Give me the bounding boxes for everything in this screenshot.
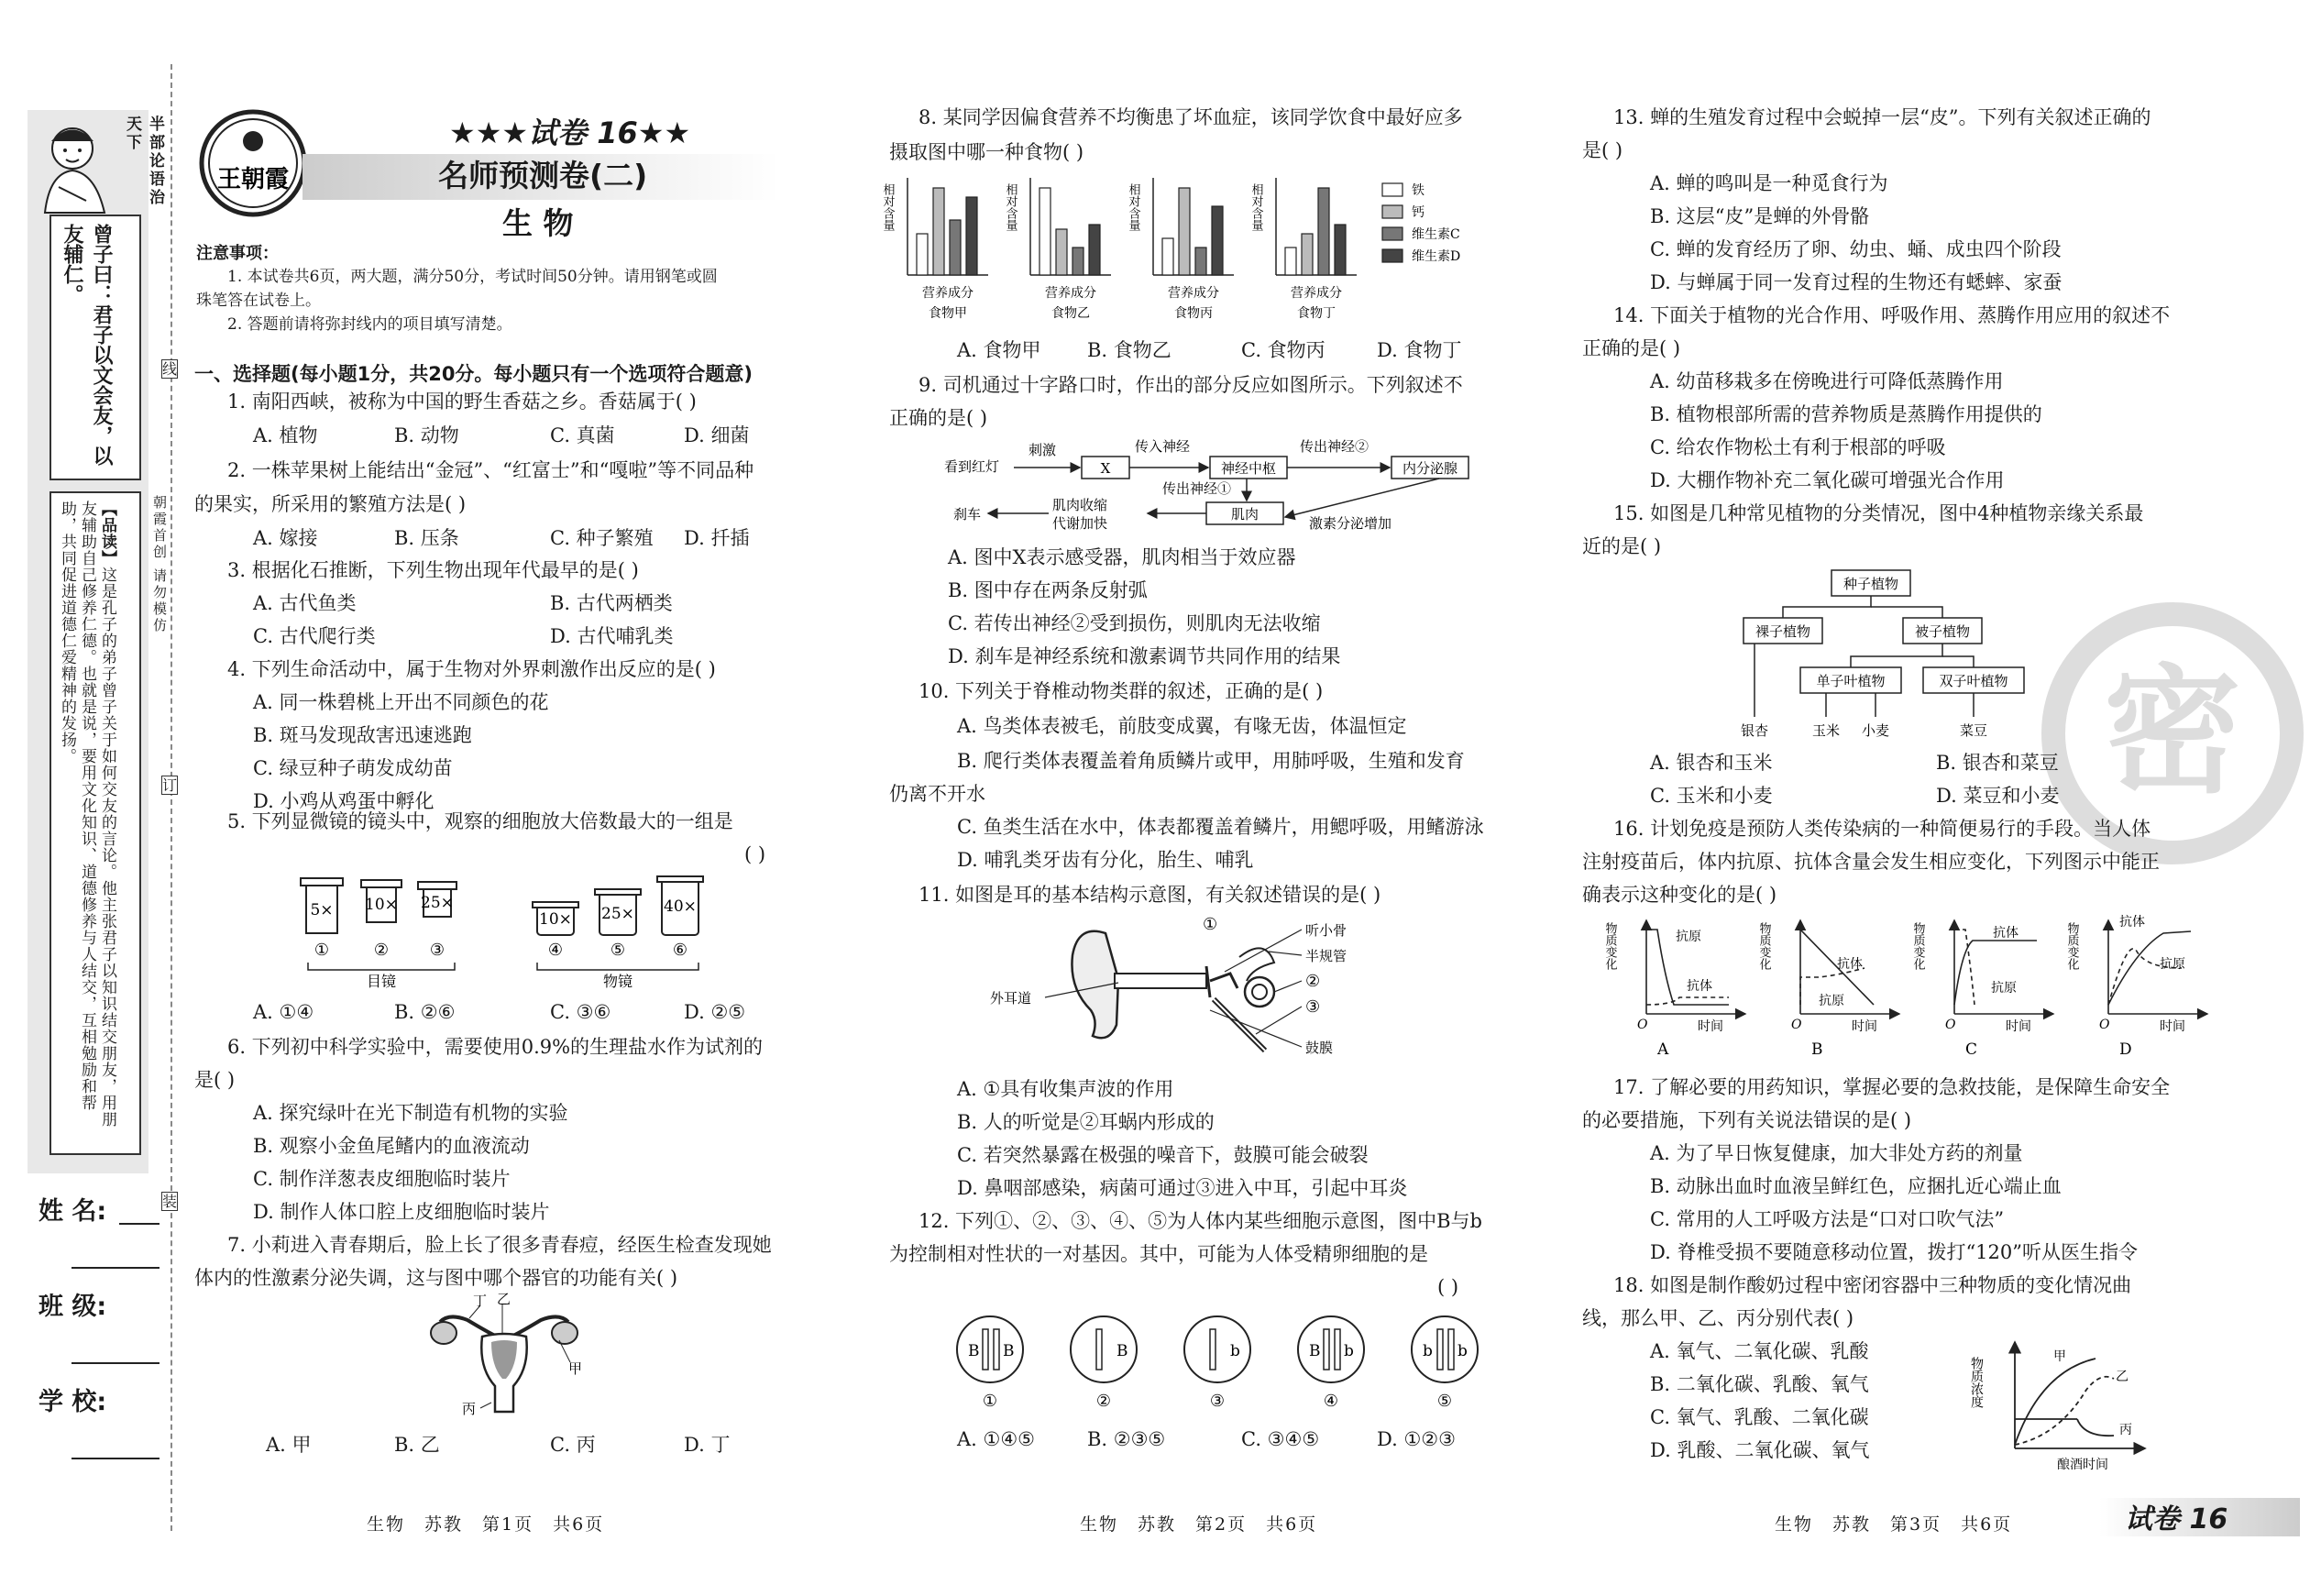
q4-opt-a[interactable]: A. 同一株碧桃上开出不同颜色的花	[253, 691, 549, 713]
uterus-label-yi: 乙	[497, 1291, 512, 1307]
q11-opt-b[interactable]: B. 人的听觉是②耳蜗内形成的	[957, 1111, 1215, 1133]
q16-line1: 16. 计划免疫是预防人类传染病的一种简便易行的手段。当人体	[1613, 818, 2151, 840]
q4-opt-d[interactable]: D. 小鸡从鸡蛋中孵化	[253, 790, 434, 812]
q4-opt-b[interactable]: B. 斑马发现敌害迅速逃跑	[253, 724, 472, 746]
bar-1-3	[950, 220, 961, 275]
plant-tree-diagram	[1723, 567, 2053, 741]
lens-num-5: ⑤	[610, 941, 626, 960]
q12-opt-b[interactable]: B. ②③⑤	[1087, 1428, 1166, 1450]
ferment-yi: 乙	[2116, 1370, 2128, 1384]
q4: 4. 下列生命活动中，属于生物对外界刺激作出反应的是( )	[227, 658, 716, 680]
flow-x: X	[1100, 460, 1111, 477]
legend-swatch-4	[1382, 249, 1402, 262]
cell-5-chrom-b	[1448, 1329, 1454, 1370]
ab-dash-1	[1646, 997, 1729, 1005]
ab-solid-label-4: 抗体	[2119, 915, 2145, 930]
flow-hormone: 激素分泌增加	[1309, 515, 1392, 532]
cell-4-chrom-a	[1324, 1329, 1329, 1370]
q6-opt-d[interactable]: D. 制作人体口腔上皮细胞临时装片	[253, 1201, 550, 1223]
uterus-diagram	[422, 1291, 587, 1423]
bar-xlabel-3: 营养成分	[1168, 286, 1219, 301]
header-subject: 生 物	[502, 205, 574, 241]
q8-line1: 8. 某同学因偏食营养不均衡患了坏血症，该同学饮食中最好应多	[918, 106, 1463, 128]
q17-opt-c[interactable]: C. 常用的人工呼吸方法是“口对口吹气法”	[1650, 1208, 2005, 1230]
q15-opt-a[interactable]: A. 银杏和玉米	[1650, 752, 1773, 774]
flow-muscle: 肌肉	[1230, 506, 1260, 523]
school-label: 学 校:	[38, 1388, 107, 1416]
sidebar-portrait	[31, 114, 117, 215]
food-bar-charts	[880, 174, 1522, 330]
legend-swatch-1	[1382, 183, 1402, 196]
lens-num-1: ①	[314, 941, 330, 960]
ferment-jia: 甲	[2053, 1349, 2066, 1364]
cut-line	[170, 64, 172, 1531]
notes-1b: 珠笔答在试卷上。	[196, 292, 321, 310]
q2-line1: 2. 一株苹果树上能结出“金冠”、“红富士”和“嘎啦”等不同品种	[227, 459, 754, 481]
tree-gymnosperm: 裸子植物	[1754, 623, 1811, 640]
bar-3-4	[1212, 206, 1223, 275]
lens-obj-2: 25×	[601, 905, 634, 923]
bar-ylabel-3: 相对含量	[1126, 183, 1140, 231]
bar-3-2	[1179, 188, 1190, 275]
notes-1a: 1. 本试卷共6页，两大题，满分50分，考试时间50分钟。请用钢笔或圆	[227, 268, 718, 286]
q15-opt-c[interactable]: C. 玉米和小麦	[1650, 785, 1773, 807]
q14-opt-b[interactable]: B. 植物根部所需的营养物质是蒸腾作用提供的	[1650, 403, 2042, 425]
legend-label-4: 维生素D	[1412, 249, 1461, 264]
bar-4-1	[1285, 248, 1296, 275]
ear-diagram	[990, 915, 1393, 1062]
cell-5-gene-right: b	[1458, 1342, 1468, 1360]
q12-line1: 12. 下列①、②、③、④、⑤为人体内某些细胞示意图，图中B与b	[918, 1210, 1482, 1232]
tree-corn: 玉米	[1811, 722, 1841, 739]
q18-opt-b[interactable]: B. 二氧化碳、乳酸、氧气	[1650, 1373, 1869, 1395]
footer-page-3: 生物 苏教 第3页 共6页	[1775, 1514, 2013, 1535]
ab-graph-A	[1603, 920, 1746, 1059]
bar-2-4	[1089, 225, 1100, 275]
ear-label-ossicles: 听小骨	[1305, 922, 1348, 939]
bar-ylabel-2: 相对含量	[1003, 183, 1018, 231]
q8-opt-c[interactable]: C. 食物丙	[1241, 339, 1326, 361]
cell-3-gene-right: b	[1230, 1342, 1240, 1360]
legend-swatch-2	[1382, 205, 1402, 218]
quote-text: 曾子曰：君子以文会友，以友辅仁。	[60, 224, 113, 466]
q7-opt-b[interactable]: B. 乙	[394, 1434, 440, 1456]
q6-opt-a[interactable]: A. 探究绿叶在光下制造有机物的实验	[253, 1102, 568, 1124]
q12-opt-c[interactable]: C. ③④⑤	[1241, 1428, 1320, 1450]
q1-opt-b[interactable]: B. 动物	[394, 424, 459, 446]
q2-opt-a[interactable]: A. 嫁接	[253, 527, 318, 549]
cell-num-5: ⑤	[1436, 1392, 1453, 1411]
q1-opt-a[interactable]: A. 植物	[253, 424, 318, 446]
bar-4-3	[1318, 188, 1329, 275]
notes-title: 注意事项：	[196, 244, 279, 263]
ear-label-1: ①	[1203, 915, 1218, 934]
ab-ylabel-3: 物质变化	[1910, 922, 1925, 970]
q5-opt-b[interactable]: B. ②⑥	[394, 1001, 456, 1023]
q9-opt-b[interactable]: B. 图中存在两条反射弧	[948, 579, 1148, 601]
lens-obj-label: 物镜	[602, 973, 633, 990]
q11-opt-a[interactable]: A. ①具有收集声波的作用	[957, 1078, 1174, 1100]
bar-xlabel-2: 营养成分	[1045, 286, 1096, 301]
ferment-ylabel: 物质浓度	[1969, 1357, 1984, 1408]
q13-opt-d[interactable]: D. 与蝉属于同一发育过程的生物还有蟋蟀、家蚕	[1650, 271, 2062, 293]
cell-1-gene-left: B	[968, 1342, 980, 1360]
tree-dicot: 双子叶植物	[1939, 673, 2008, 689]
bar-3-1	[1162, 238, 1173, 275]
q3-opt-d[interactable]: D. 古代哺乳类	[550, 625, 674, 647]
ab-graph-C	[1911, 920, 2054, 1059]
header-series-text: 试卷 16	[528, 116, 638, 150]
bar-1-2	[933, 188, 944, 275]
cell-5-gene-left: b	[1423, 1342, 1433, 1360]
lens-num-2: ②	[373, 941, 390, 960]
q8-opt-d[interactable]: D. 食物丁	[1377, 339, 1462, 361]
q2-opt-b[interactable]: B. 压条	[394, 527, 459, 549]
reflex-flow-diagram	[944, 433, 1512, 534]
cell-1-gene-right: B	[1003, 1342, 1015, 1360]
legend-label-2: 钙	[1412, 205, 1424, 220]
q9-opt-a[interactable]: A. 图中X表示感受器，肌肉相当于效应器	[948, 546, 1296, 568]
cell-5	[1412, 1316, 1478, 1382]
q18-opt-c[interactable]: C. 氧气、乳酸、二氧化碳	[1650, 1406, 1869, 1428]
cell-diagrams	[953, 1305, 1503, 1415]
q3-opt-c[interactable]: C. 古代爬行类	[253, 625, 376, 647]
q10-opt-c[interactable]: C. 鱼类生活在水中，体表都覆盖着鳞片，用鳃呼吸，用鳍游泳	[957, 816, 1484, 838]
q18-line2: 线，那么甲、乙、丙分别代表( )	[1582, 1307, 1854, 1329]
q10-opt-a[interactable]: A. 鸟类体表被毛，前肢变成翼，有喙无齿，体温恒定	[957, 715, 1407, 737]
q9-opt-c[interactable]: C. 若传出神经②受到损伤，则肌肉无法收缩	[948, 612, 1321, 634]
ab-xlabel-1: 时间	[1698, 1019, 1723, 1034]
ferment-bing: 丙	[2119, 1423, 2132, 1437]
cell-num-4: ④	[1323, 1392, 1339, 1411]
badge-text: 试卷 16	[2125, 1503, 2228, 1535]
ab-solid-label-2: 抗体	[1837, 957, 1863, 972]
q8-line2: 摄取图中哪一种食物( )	[889, 141, 1084, 163]
ab-letter-4: D	[2119, 1040, 2132, 1059]
q10-opt-b[interactable]: B. 爬行类体表覆盖着角质鳞片或甲，用肺呼吸，生殖和发育	[957, 750, 1465, 772]
lens-eye-1: 5×	[310, 901, 334, 919]
ab-dash-label-4: 抗原	[2160, 957, 2185, 972]
legend-swatch-3	[1382, 227, 1402, 240]
bar-ylabel-4: 相对含量	[1248, 183, 1263, 231]
ab-letter-2: B	[1811, 1040, 1823, 1059]
q16-line3: 确表示这种变化的是( )	[1582, 884, 1777, 906]
cell-4-gene-right: b	[1344, 1342, 1354, 1360]
pindu-title: 【品读】	[98, 501, 116, 567]
flow-brake: 刹车	[953, 506, 982, 523]
flow-endo: 内分泌腺	[1402, 460, 1458, 477]
q18-opt-d[interactable]: D. 乳酸、二氧化碳、氧气	[1650, 1439, 1870, 1461]
q8-opt-b[interactable]: B. 食物乙	[1087, 339, 1172, 361]
bar-food-1: 食物甲	[929, 306, 967, 321]
flow-center: 神经中枢	[1220, 460, 1277, 477]
q3-opt-b[interactable]: B. 古代两栖类	[550, 592, 673, 614]
ear-label-eardrum: 鼓膜	[1305, 1040, 1334, 1056]
header-title: 名师预测卷(二)	[438, 158, 648, 193]
copyright-text: 朝霞首创 请勿模仿	[150, 495, 170, 678]
q14-opt-a[interactable]: A. 幼苗移栽多在傍晚进行可降低蒸腾作用	[1650, 370, 2004, 392]
q15-line1: 15. 如图是几种常见植物的分类情况，图中4种植物亲缘关系最	[1613, 502, 2144, 524]
q3-opt-a[interactable]: A. 古代鱼类	[253, 592, 357, 614]
q13-line1: 13. 蝉的生殖发育过程中会蜕掉一层“皮”。下列有关叙述正确的	[1613, 106, 2151, 128]
q11-opt-d[interactable]: D. 鼻咽部感染，病菌可通过③进入中耳，引起中耳炎	[957, 1177, 1408, 1199]
q17-opt-a[interactable]: A. 为了早日恢复健康，加大非处方药的剂量	[1650, 1142, 2023, 1164]
cell-1-chrom-a	[983, 1329, 988, 1370]
fermentation-graph	[1969, 1335, 2160, 1472]
q15-opt-b[interactable]: B. 银杏和菜豆	[1936, 752, 2059, 774]
name-label: 姓 名:	[38, 1197, 107, 1226]
cell-4	[1298, 1316, 1364, 1382]
cut-mark-seal: 订	[162, 776, 178, 794]
section-1-title: 一、选择题(每小题1分，共20分。每小题只有一个选项符合题意)	[194, 363, 754, 385]
footer-page-2: 生物 苏教 第2页 共6页	[1080, 1514, 1318, 1535]
flow-out1: 传出神经①	[1162, 480, 1232, 497]
sidebar-motto: 半部论语治天下	[123, 116, 164, 207]
ab-ylabel-4: 物质变化	[2064, 922, 2079, 970]
q6-opt-b[interactable]: B. 观察小金鱼尾鳍内的血液流动	[253, 1135, 530, 1157]
q17-line2: 的必要措施，下列有关说法错误的是( )	[1582, 1109, 1912, 1131]
legend-label-1: 铁	[1412, 183, 1424, 198]
q2-opt-d[interactable]: D. 扦插	[684, 527, 750, 549]
bar-ylabel-1: 相对含量	[880, 183, 895, 231]
ab-origin-2: O	[1791, 1018, 1802, 1032]
ab-letter-3: C	[1965, 1040, 1978, 1059]
q17-opt-b[interactable]: B. 动脉出血时血液呈鲜红色，应捆扎近心端止血	[1650, 1175, 2062, 1197]
lens-eye-2: 10×	[365, 896, 398, 914]
cell-4-chrom-b	[1335, 1329, 1340, 1370]
q13-opt-a[interactable]: A. 蝉的鸣叫是一种觅食行为	[1650, 172, 1888, 194]
ear-label-canals: 半规管	[1305, 948, 1348, 964]
cell-num-2: ②	[1095, 1392, 1112, 1411]
ab-xlabel-2: 时间	[1852, 1019, 1877, 1034]
q10-opt-d[interactable]: D. 哺乳类牙齿有分化，胎生、哺乳	[957, 849, 1254, 871]
ab-xlabel-3: 时间	[2006, 1019, 2031, 1034]
bar-xlabel-1: 营养成分	[922, 286, 974, 301]
cell-3-chrom-a	[1210, 1329, 1216, 1370]
bar-2-2	[1056, 229, 1067, 275]
cell-num-1: ①	[982, 1392, 998, 1411]
q10-opt-b-cont: 仍离不开水	[889, 783, 985, 805]
tree-wheat: 小麦	[1861, 722, 1890, 739]
name-line-2	[72, 1267, 160, 1269]
ab-dash-label-1: 抗体	[1687, 979, 1712, 994]
q1-opt-c[interactable]: C. 真菌	[550, 424, 615, 446]
q14-line1: 14. 下面关于植物的光合作用、呼吸作用、蒸腾作用应用的叙述不	[1613, 304, 2171, 326]
q5-paren: ( )	[744, 843, 766, 865]
q18-line1: 18. 如图是制作酸奶过程中密闭容器中三种物质的变化情况曲	[1613, 1274, 2132, 1296]
ab-origin-1: O	[1637, 1018, 1648, 1032]
bar-4-2	[1302, 234, 1313, 275]
uterus-label-bing: 丙	[462, 1401, 477, 1417]
cut-mark-line: 线	[162, 360, 178, 378]
lens-eye-label: 目镜	[366, 973, 397, 990]
cell-5-chrom-a	[1437, 1329, 1443, 1370]
q10: 10. 下列关于脊椎动物类群的叙述，正确的是( )	[918, 680, 1324, 702]
ab-origin-4: O	[2099, 1018, 2110, 1032]
ab-solid-label-1: 抗原	[1676, 930, 1701, 944]
pindu-text	[57, 501, 117, 1142]
flow-see: 看到红灯	[944, 458, 1000, 475]
q13-line2: 是( )	[1582, 139, 1623, 161]
q1-opt-d[interactable]: D. 细菌	[684, 424, 750, 446]
q18-opt-a[interactable]: A. 氧气、二氧化碳、乳酸	[1650, 1340, 1869, 1362]
cut-mark-bind: 装	[162, 1193, 178, 1210]
bar-1-1	[917, 234, 928, 275]
q11-opt-c[interactable]: C. 若突然暴露在极强的噪音下，鼓膜可能会破裂	[957, 1144, 1369, 1166]
q7-line1: 7. 小莉进入青春期后，脸上长了很多青春痘，经医生检查发现她	[227, 1234, 772, 1256]
q14-line2: 正确的是( )	[1582, 337, 1681, 359]
q3: 3. 根据化石推断，下列生物出现年代最早的是( )	[227, 559, 639, 581]
flow-contract1: 肌肉收缩	[1052, 497, 1108, 513]
q7-opt-d[interactable]: D. 丁	[684, 1434, 731, 1456]
class-label: 班 级:	[38, 1293, 107, 1321]
q8-opt-a[interactable]: A. 食物甲	[957, 339, 1041, 361]
q7-opt-a[interactable]: A. 甲	[266, 1434, 312, 1456]
cell-2-gene-right: B	[1116, 1342, 1128, 1360]
header-series: ★★★试卷 16★★	[449, 116, 691, 150]
q13-opt-b[interactable]: B. 这层“皮”是蝉的外骨骼	[1650, 205, 1870, 227]
bar-food-4: 食物丁	[1297, 306, 1336, 321]
logo-text: 王朝霞	[216, 166, 290, 193]
notes-2: 2. 答题前请将弥封线内的项目填写清楚。	[227, 315, 512, 334]
bar-xlabel-4: 营养成分	[1291, 286, 1342, 301]
cell-num-3: ③	[1209, 1392, 1226, 1411]
flow-in: 传入神经	[1135, 438, 1191, 455]
ab-solid-label-3: 抗体	[1993, 926, 2018, 941]
q12-opt-a[interactable]: A. ①④⑤	[957, 1428, 1035, 1450]
lens-diagram	[290, 871, 730, 990]
q5: 5. 下列显微镜的镜头中，观察的细胞放大倍数最大的一组是	[227, 810, 733, 832]
pindu-body: 这是孔子的弟子曾子关于如何交友的言论。他主张君子以知识结交朋友，用朋友辅助自己修养仁德。也就是说，要用文化知识、道德修养与人结交，互相勉励和帮助，共同促进道德仁爱精神的发扬。	[58, 501, 116, 1128]
q4-opt-c[interactable]: C. 绿豆种子萌发成幼苗	[253, 757, 453, 779]
flow-contract2: 代谢加快	[1052, 515, 1108, 532]
ab-letter-1: A	[1657, 1040, 1669, 1059]
ab-ylabel-1: 物质变化	[1602, 922, 1617, 970]
stamp-text: 密	[2103, 651, 2242, 812]
q7-line2: 体内的性激素分泌失调，这与图中哪个器官的功能有关( )	[194, 1267, 678, 1289]
school-field[interactable]	[72, 1458, 160, 1459]
lens-obj-3: 40×	[664, 897, 697, 916]
ear-label-canal: 外耳道	[990, 990, 1032, 1007]
q15-line2: 近的是( )	[1582, 535, 1662, 557]
lens-obj-1: 10×	[539, 910, 572, 929]
q6-line1: 6. 下列初中科学实验中，需要使用0.9%的生理盐水作为试剂的	[227, 1036, 764, 1058]
q9-line2: 正确的是( )	[889, 407, 988, 429]
ab-graph-B	[1757, 920, 1900, 1059]
q14-opt-d[interactable]: D. 大棚作物补充二氧化碳可增强光合作用	[1650, 469, 2005, 491]
bar-food-2: 食物乙	[1051, 306, 1090, 321]
bar-4-4	[1335, 225, 1346, 275]
footer-page-1: 生物 苏教 第1页 共6页	[367, 1514, 605, 1535]
q2-opt-c[interactable]: C. 种子繁殖	[550, 527, 654, 549]
tree-angiosperm: 被子植物	[1914, 623, 1971, 640]
bar-food-3: 食物丙	[1174, 306, 1213, 321]
ferment-xlabel: 酿酒时间	[2057, 1458, 2108, 1472]
uterus-label-ding: 丁	[473, 1293, 488, 1309]
flow-stim: 刺激	[1028, 442, 1057, 458]
q9-opt-d[interactable]: D. 刹车是神经系统和激素调节共同作用的结果	[948, 645, 1341, 667]
logo-emblem	[198, 108, 308, 218]
q17-opt-d[interactable]: D. 脊椎受损不要随意移动位置，拨打“120”听从医生指令	[1650, 1241, 2138, 1263]
bar-1-4	[966, 197, 977, 275]
lens-num-3: ③	[429, 941, 446, 960]
tree-ginkgo: 银杏	[1740, 722, 1769, 739]
ear-label-2: ②	[1305, 972, 1321, 991]
q12-opt-d[interactable]: D. ①②③	[1377, 1428, 1456, 1450]
q6-opt-c[interactable]: C. 制作洋葱表皮细胞临时装片	[253, 1168, 511, 1190]
q5-opt-a[interactable]: A. ①④	[253, 1001, 314, 1023]
ab-dash-label-2: 抗原	[1819, 994, 1844, 1008]
q15-opt-d[interactable]: D. 菜豆和小麦	[1936, 785, 2060, 807]
q17-line1: 17. 了解必要的用药知识，掌握必要的急救技能，是保障生命安全	[1613, 1076, 2171, 1098]
bar-3-3	[1195, 248, 1206, 275]
cell-3	[1184, 1316, 1250, 1382]
ab-graph-D	[2065, 914, 2208, 1059]
q5-opt-d[interactable]: D. ②⑤	[684, 1001, 746, 1023]
tree-root: 种子植物	[1842, 576, 1899, 592]
bar-2-1	[1040, 188, 1050, 275]
q6-line2: 是( )	[194, 1069, 236, 1091]
uterus-label-jia: 甲	[568, 1360, 583, 1377]
q5-opt-c[interactable]: C. ③⑥	[550, 1001, 611, 1023]
tree-monocot: 单子叶植物	[1816, 673, 1886, 689]
cell-1-chrom-b	[994, 1329, 999, 1370]
flow-out2: 传出神经②	[1300, 438, 1370, 455]
q11: 11. 如图是耳的基本结构示意图，有关叙述错误的是( )	[918, 884, 1381, 906]
ear-label-3: ③	[1305, 997, 1321, 1017]
bar-2-3	[1072, 248, 1084, 275]
ab-dash-label-3: 抗原	[1991, 981, 2017, 996]
ab-ylabel-2: 物质变化	[1756, 922, 1771, 970]
q14-opt-c[interactable]: C. 给农作物松土有利于根部的呼吸	[1650, 436, 1946, 458]
q1: 1. 南阳西峡，被称为中国的野生香菇之乡。香菇属于( )	[227, 391, 697, 413]
q9-line1: 9. 司机通过十字路口时，作出的部分反应如图所示。下列叙述不	[918, 374, 1463, 396]
antibody-graphs	[1602, 913, 2185, 1060]
cell-4-gene-left: B	[1309, 1342, 1321, 1360]
name-field[interactable]	[119, 1223, 160, 1225]
q13-opt-c[interactable]: C. 蝉的发育经历了卵、幼虫、蛹、成虫四个阶段	[1650, 238, 2062, 260]
legend-label-3: 维生素C	[1412, 227, 1460, 242]
lens-num-6: ⑥	[672, 941, 688, 960]
q16-line2: 注射疫苗后，体内抗原、抗体含量会发生相应变化，下列图示中能正	[1582, 851, 2160, 873]
lens-eye-3: 25×	[421, 894, 454, 912]
q12-paren: ( )	[1437, 1276, 1459, 1298]
lens-num-4: ④	[547, 941, 564, 960]
tree-bean: 菜豆	[1959, 722, 1988, 739]
q7-opt-c[interactable]: C. 丙	[550, 1434, 596, 1456]
q2-line2: 的果实，所采用的繁殖方法是( )	[194, 493, 467, 515]
ab-xlabel-4: 时间	[2160, 1019, 2185, 1034]
class-field[interactable]	[72, 1362, 160, 1364]
cell-2-chrom-a	[1096, 1329, 1102, 1370]
ab-origin-3: O	[1945, 1018, 1956, 1032]
q12-line2: 为控制相对性状的一对基因。其中，可能为人体受精卵细胞的是	[889, 1243, 1428, 1265]
